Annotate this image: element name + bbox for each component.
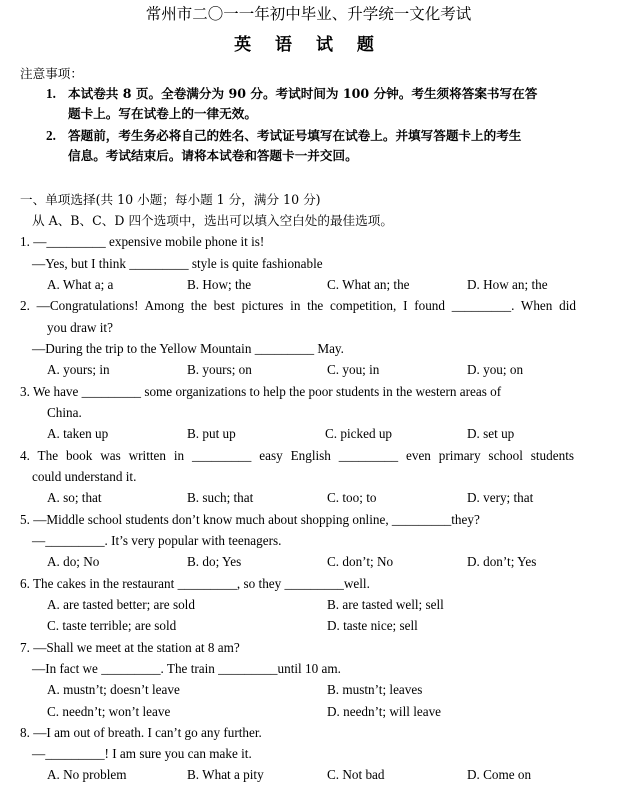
question-6-option-a: A. are tasted better; are sold [47,597,195,612]
question-3-option-d: D. set up [467,426,515,441]
question-8-stem: 8. —I am out of breath. I can’t go any further. [20,725,262,740]
question-8-option-d: D. Come on [467,767,532,782]
question-7-answer-line: —In fact we _________. The train _________until 10 am. [32,661,341,676]
question-8-option-b: B. What a pity [187,767,264,782]
question-8-answer-line: —_________! I am sure you can make it. [32,746,252,761]
question-7-option-d: D. needn’t; will leave [327,704,442,719]
question-7-option-c: C. needn’t; won’t leave [47,704,171,719]
question-6-option-d: D. taste nice; sell [327,618,418,633]
subject-title: 英 语 试 题 [234,35,383,55]
note-1-line-1: 本试卷共 8 页。全卷满分为 90 分。考试时间为 100 分钟。考生须将答案书写在答 [68,86,538,101]
question-7-stem: 7. —Shall we meet at the station at 8 am? [20,640,240,655]
question-2-answer-line: —During the trip to the Yellow Mountain _________ May. [32,341,344,356]
question-7-option-a: A. mustn’t; doesn’t leave [47,682,180,697]
question-6-option-b: B. are tasted well; sell [327,597,444,612]
notes-heading: 注意事项： [20,66,83,81]
question-8-option-a: A. No problem [47,767,127,782]
exam-title: 常州市二〇一一年初中毕业、升学统一文化考试 [145,5,472,23]
question-5-stem: 5. —Middle school students don’t know much about shopping online, _________they? [20,512,480,527]
question-2-option-d: D. you; on [467,362,524,377]
question-4-option-a: A. so; that [47,490,102,505]
question-2-option-c: C. you; in [327,362,380,377]
question-4-stem-cont: could understand it. [32,469,137,484]
question-6-stem: 6. The cakes in the restaurant _________, so they _________well. [20,576,370,591]
question-1-stem: 1. —_________ expensive mobile phone it is! [20,234,265,249]
question-2-option-b: B. yours; on [187,362,252,377]
question-4-stem: 4. The book was written in _________ easy English _________ even primary school students [20,448,574,463]
note-2-line-2: 信息。考试结束后。请将本试卷和答题卡一并交回。 [68,148,358,163]
section-heading: 一、单项选择(共 10 小题；每小题 1 分，满分 10 分) [20,192,321,207]
question-5-option-a: A. do; No [47,554,100,569]
question-3-stem: 3. We have _________ some organizations to help the poor students in the western areas of [20,384,502,399]
question-1-option-d: D. How an; the [467,277,548,292]
question-5-option-b: B. do; Yes [187,554,242,569]
question-1-answer-line: —Yes, but I think _________ style is quite fashionable [32,256,323,271]
question-5-answer-line: —_________. It’s very popular with teenagers. [32,533,282,548]
note-2-line-1: 答题前，考生务必将自己的姓名、考试证号填写在试卷上。并填写答题卡上的考生 [68,128,522,143]
question-5-option-d: D. don’t; Yes [467,554,537,569]
question-5-option-c: C. don’t; No [327,554,394,569]
question-3-option-b: B. put up [187,426,236,441]
question-3-option-c: C. picked up [325,426,393,441]
question-2-option-a: A. yours; in [47,362,110,377]
question-3-option-a: A. taken up [47,426,109,441]
question-4-option-c: C. too; to [327,490,377,505]
question-8-option-c: C. Not bad [327,767,385,782]
question-2-stem: 2. —Congratulations! Among the best pictures in the competition, I found _________. When did [20,298,576,313]
note-1-line-2: 题卡上。写在试卷上的一律无效。 [68,106,257,121]
question-2-stem-cont: you draw it? [47,320,113,335]
question-4-option-d: D. very; that [467,490,534,505]
question-1-option-a: A. What a; a [47,277,114,292]
note-1-number: 1. [46,86,56,101]
question-1-option-b: B. How; the [187,277,252,292]
question-7-option-b: B. mustn’t; leaves [327,682,423,697]
note-2-number: 2. [46,128,56,143]
question-4-option-b: B. such; that [187,490,254,505]
question-6-option-c: C. taste terrible; are sold [47,618,177,633]
question-3-stem-cont: China. [47,405,82,420]
section-instruction: 从 A、B、C、D 四个选项中，选出可以填入空白处的最佳选项。 [32,213,393,228]
question-1-option-c: C. What an; the [327,277,410,292]
